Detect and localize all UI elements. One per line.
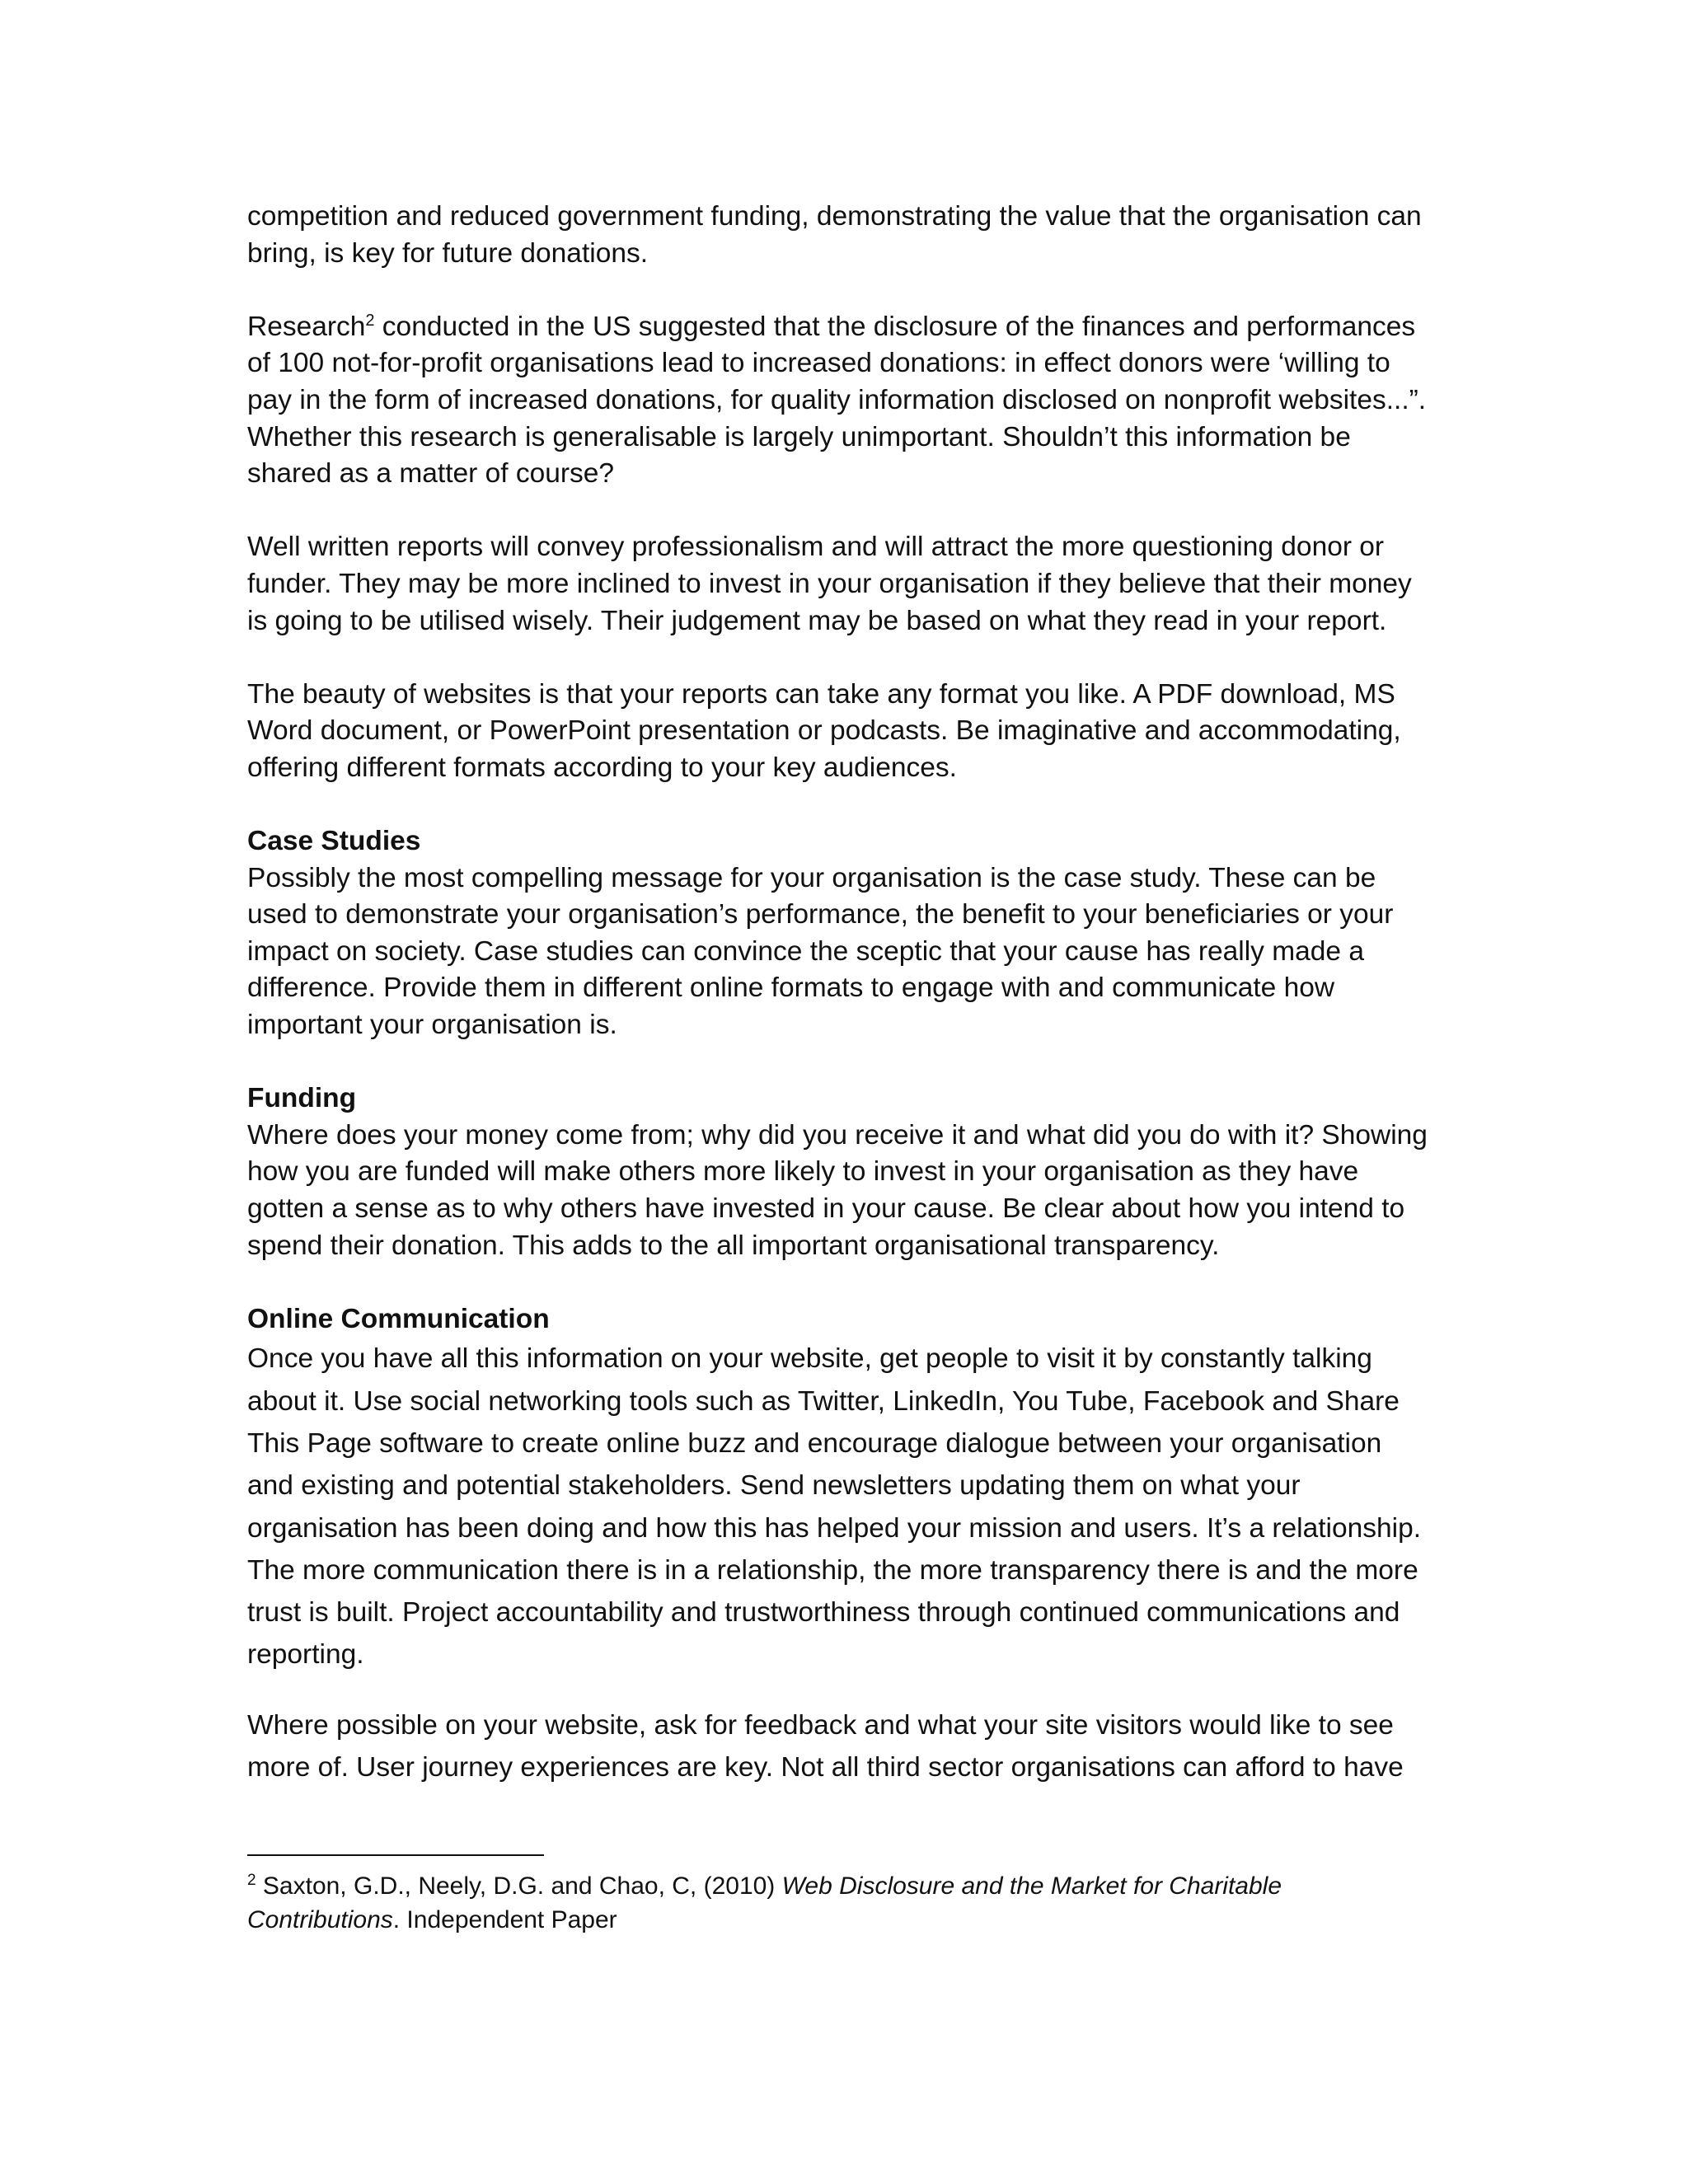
paragraph-research bbox=[247, 309, 1434, 493]
research-text: conducted in the US suggested that the disclosure of the finances and performances of 100 not-for-profit organisations lead to increased donations: in effect donors were ‘willing to pay in the form of increased donations, for quality information disclosed on nonprofit websites...”. Whether this research is generalisable is largely unimportant. Shouldn’t this information be shared as a matter of course? bbox=[247, 311, 1427, 490]
footnote-separator bbox=[247, 1854, 544, 1856]
footnote-reference: 2 bbox=[365, 311, 375, 330]
paragraph-intro-continuation: competition and reduced government funding, demonstrating the value that the organisation can bring, is key for future donations. bbox=[247, 201, 1422, 269]
paragraph-reports: Well written reports will convey professionalism and will attract the more questioning donor or funder. They may be more inclined to invest in your organisation if they believe that their money is going to be utilised wisely. Their judgement may be based on what they read in your report. bbox=[247, 532, 1412, 636]
paragraph-funding: Where does your money come from; why did you receive it and what did you do with it? Showing how you are funded will make others more likely to invest in your organisation as they have gotten a sense as to why others have invested in your cause. Be clear about how you intend to spend their donation. This adds to the all important organisational transparency. bbox=[247, 1119, 1428, 1261]
body-text bbox=[247, 199, 1434, 1788]
heading-online-communication: Online Communication bbox=[247, 1303, 550, 1334]
heading-case-studies: Case Studies bbox=[247, 826, 421, 857]
footnote-suffix: . Independent Paper bbox=[392, 1906, 617, 1933]
paragraph-websites: The beauty of websites is that your reports can take any format you like. A PDF download, MS Word document, or PowerPoint presentation or podcasts. Be imaginative and accommodating, offering different formats according to your key audiences. bbox=[247, 678, 1401, 783]
footnote bbox=[247, 1869, 1434, 1937]
heading-funding: Funding bbox=[247, 1083, 357, 1114]
paragraph-feedback: Where possible on your website, ask for feedback and what your site visitors would like to see more of. User journey experiences are key. Not all third sector organisations can afford to have bbox=[247, 1709, 1404, 1783]
paragraph-case-studies: Possibly the most compelling message for your organisation is the case study. These can be used to demonstrate your organisation’s performance, the benefit to your beneficiaries or your impact on society. Case studies can convince the sceptic that your cause has really made a difference. Provide them in different online formats to engage with and communicate how important your organisation is. bbox=[247, 862, 1394, 1041]
paragraph-online-communication: Once you have all this information on your website, get people to visit it by constantly talking about it. Use social networking tools such as Twitter, LinkedIn, You Tube, Facebook and Share This Page software to create online buzz and encourage dialogue between your organisation and existing and potential stakeholders. Send newsletters updating them on what your organisation has been doing and how this has helped your mission and users. It’s a relationship. The more communication there is in a relationship, the more transparency there is and the more trust is built. Project accountability and trustworthiness through continued communications and reporting. bbox=[247, 1343, 1422, 1671]
research-word: Research bbox=[247, 311, 366, 342]
footnote-authors: Saxton, G.D., Neely, D.G. and Chao, C, (2010) bbox=[256, 1872, 782, 1900]
footnote-number: 2 bbox=[247, 1872, 256, 1889]
footnote-title: Web Disclosure and the Market for Charitable Contributions bbox=[247, 1872, 1282, 1933]
